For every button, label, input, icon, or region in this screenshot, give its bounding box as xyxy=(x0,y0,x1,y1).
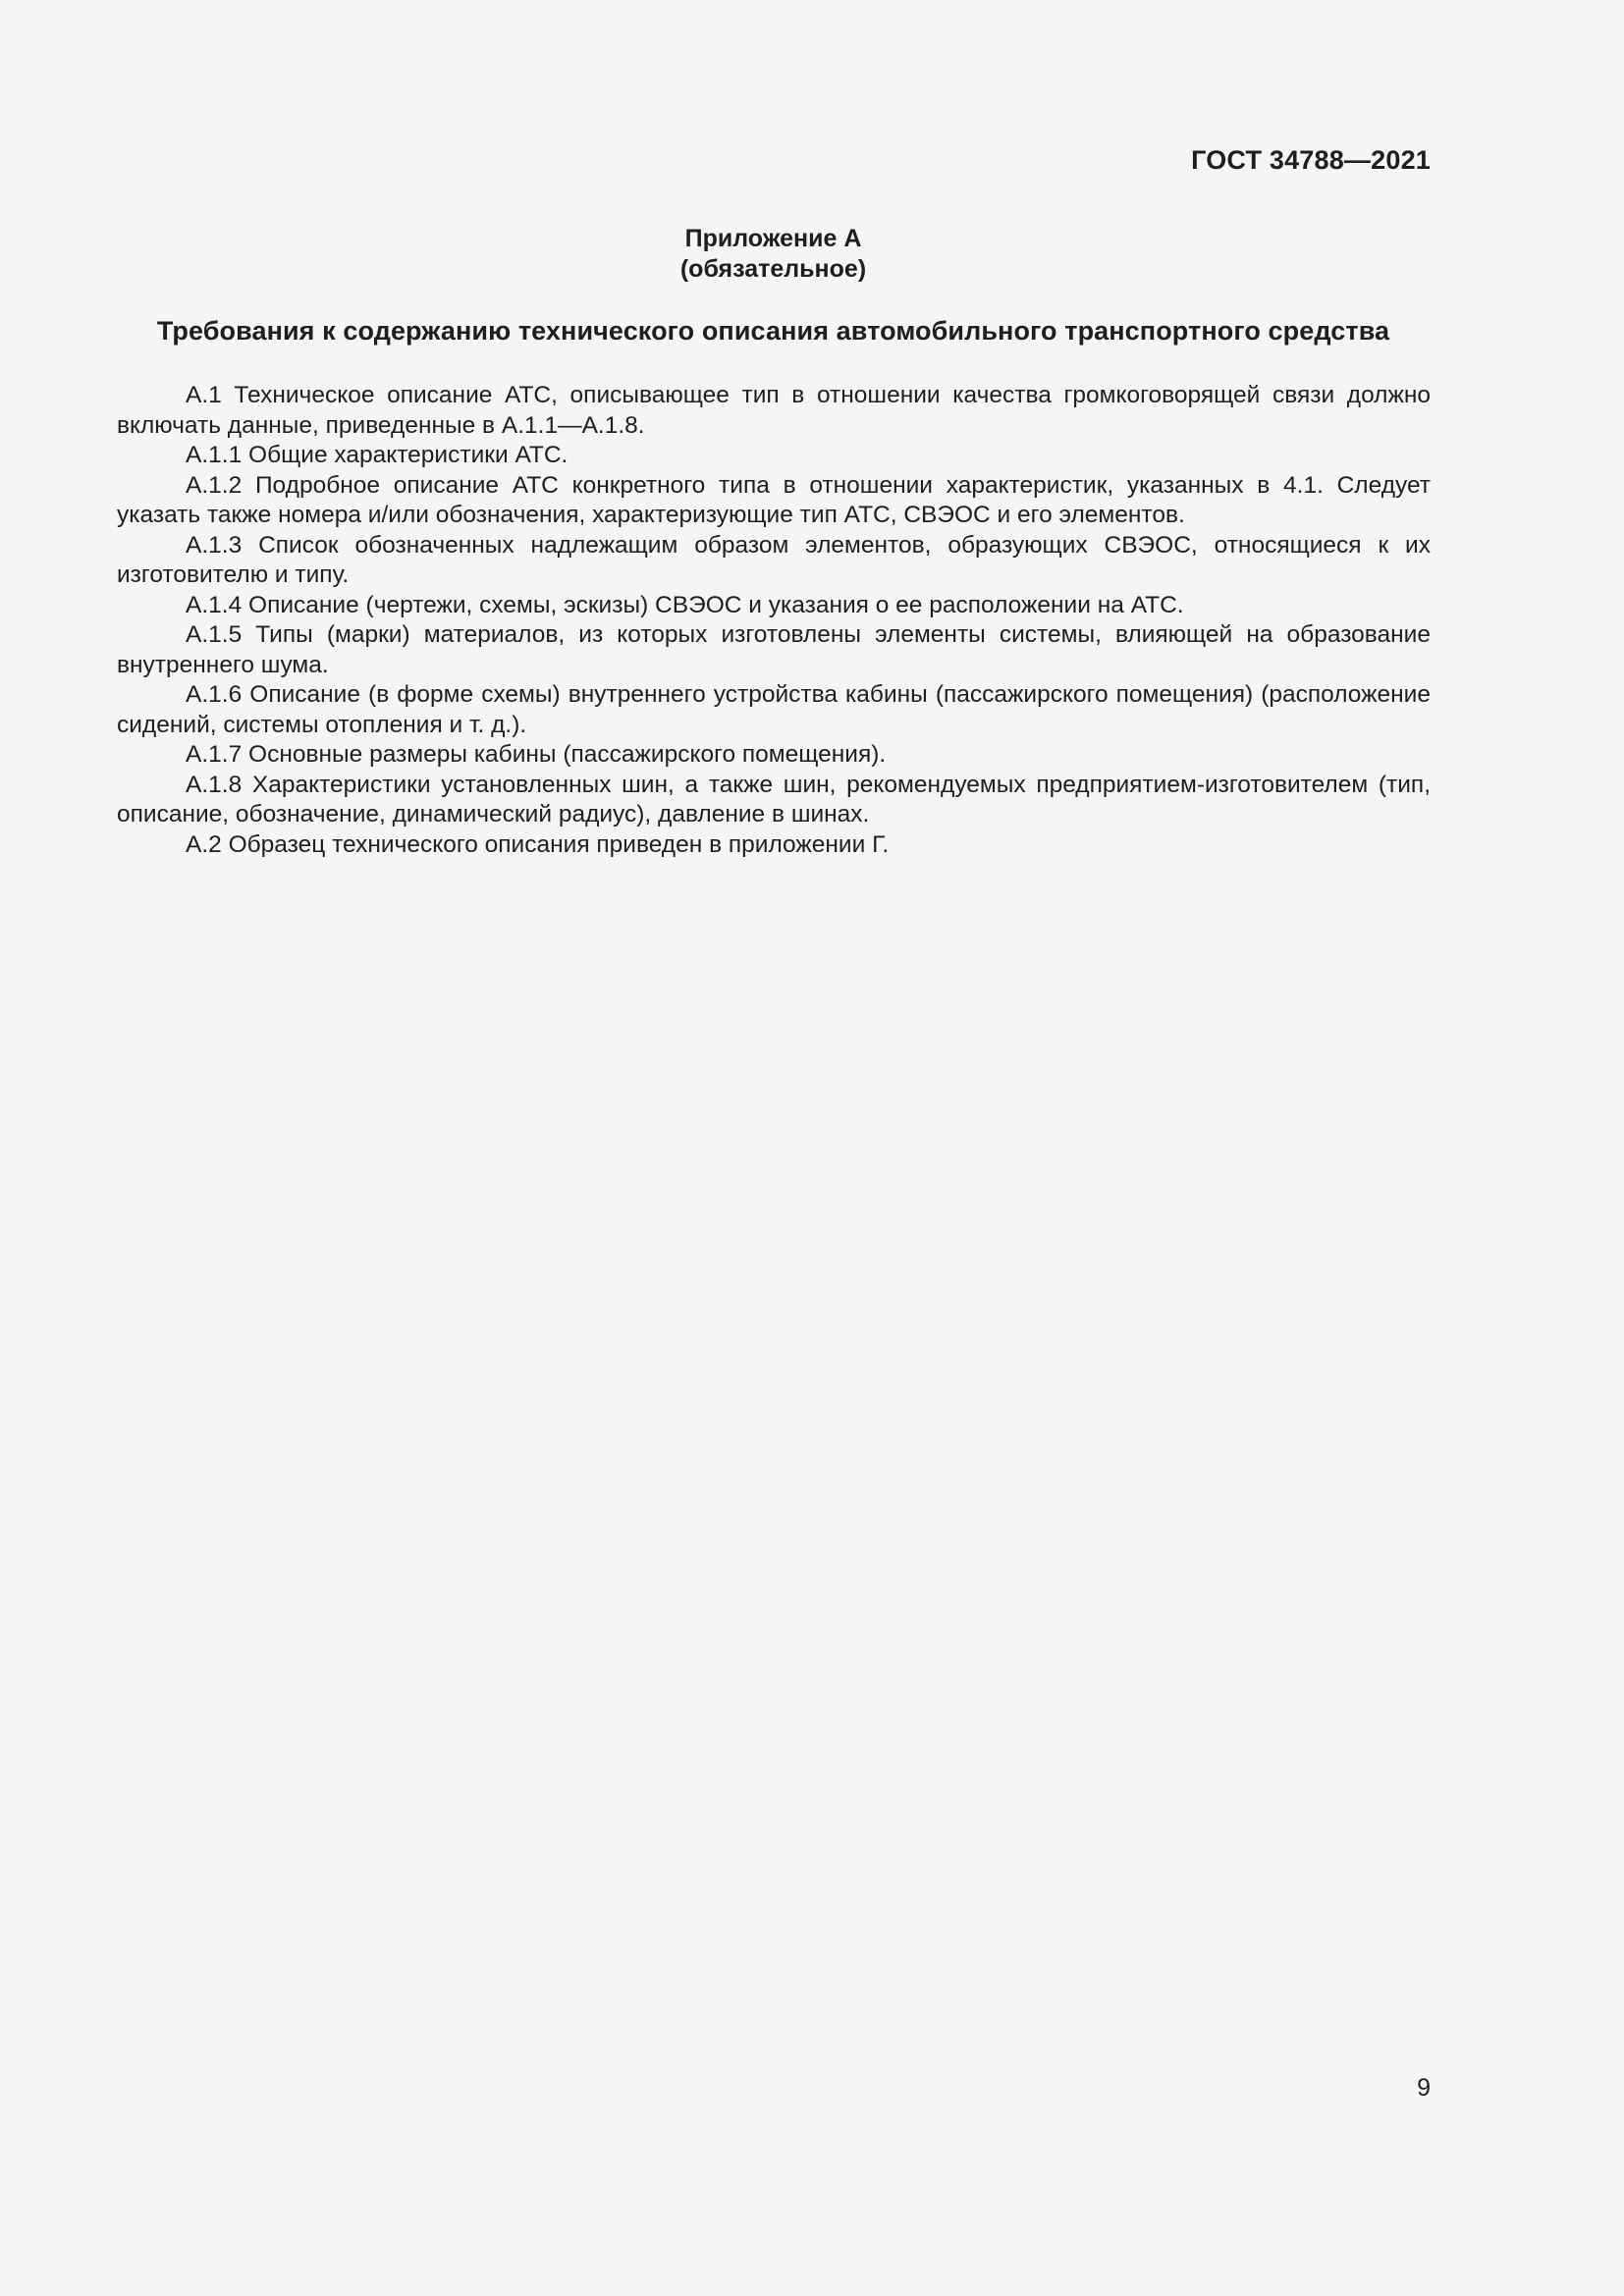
paragraph-a1-4: А.1.4 Описание (чертежи, схемы, эскизы) СВЭОС и указания о ее расположении на АТС. xyxy=(186,591,1184,618)
paragraph-a1-3: А.1.3 Список обозначенных надлежащим образом элементов, образующих СВЭОС, относящиеся к их изготовителю и типу. xyxy=(117,531,1431,588)
paragraph-a1-1: А.1.1 Общие характеристики АТС. xyxy=(186,442,568,468)
document-code: ГОСТ 34788—2021 xyxy=(1191,145,1431,175)
paragraph-a2: А.2 Образец технического описания приведен в приложении Г. xyxy=(186,830,890,858)
paragraph-a1-6: А.1.6 Описание (в форме схемы) внутреннего устройства кабины (пассажирского помещения) (расположение сидений, системы отопления и т. д.). xyxy=(117,681,1431,738)
appendix-heading xyxy=(0,224,1546,285)
appendix-title: Приложение А xyxy=(684,225,862,252)
page-number: 9 xyxy=(1417,2074,1431,2102)
paragraph-a1-5: А.1.5 Типы (марки) материалов, из которых изготовлены элементы системы, влияющей на образование внутреннего шума. xyxy=(117,621,1431,678)
appendix-status: (обязательное) xyxy=(679,255,867,283)
paragraph-a1-7: А.1.7 Основные размеры кабины (пассажирского помещения). xyxy=(186,741,887,768)
paragraph-a1: А.1 Техническое описание АТС, описывающее тип в отношении качества громкоговорящей связи должно включать данные, приведенные в А.1.1—А.1.8. xyxy=(117,382,1431,439)
paragraph-a1-2: А.1.2 Подробное описание АТС конкретного типа в отношении характеристик, указанных в 4.1. Следует указать также номера и/или обозначения, характеризующие тип АТС, СВЭОС и его элементов. xyxy=(117,471,1431,528)
body-text xyxy=(117,381,1431,860)
paragraph-a1-8: А.1.8 Характеристики установленных шин, а также шин, рекомендуемых предприятием-изготовителем (тип, описание, обозначение, динамический радиус), давление в шинах. xyxy=(117,771,1431,828)
section-title: Требования к содержанию технического описания автомобильного транспортного средства xyxy=(156,316,1390,346)
